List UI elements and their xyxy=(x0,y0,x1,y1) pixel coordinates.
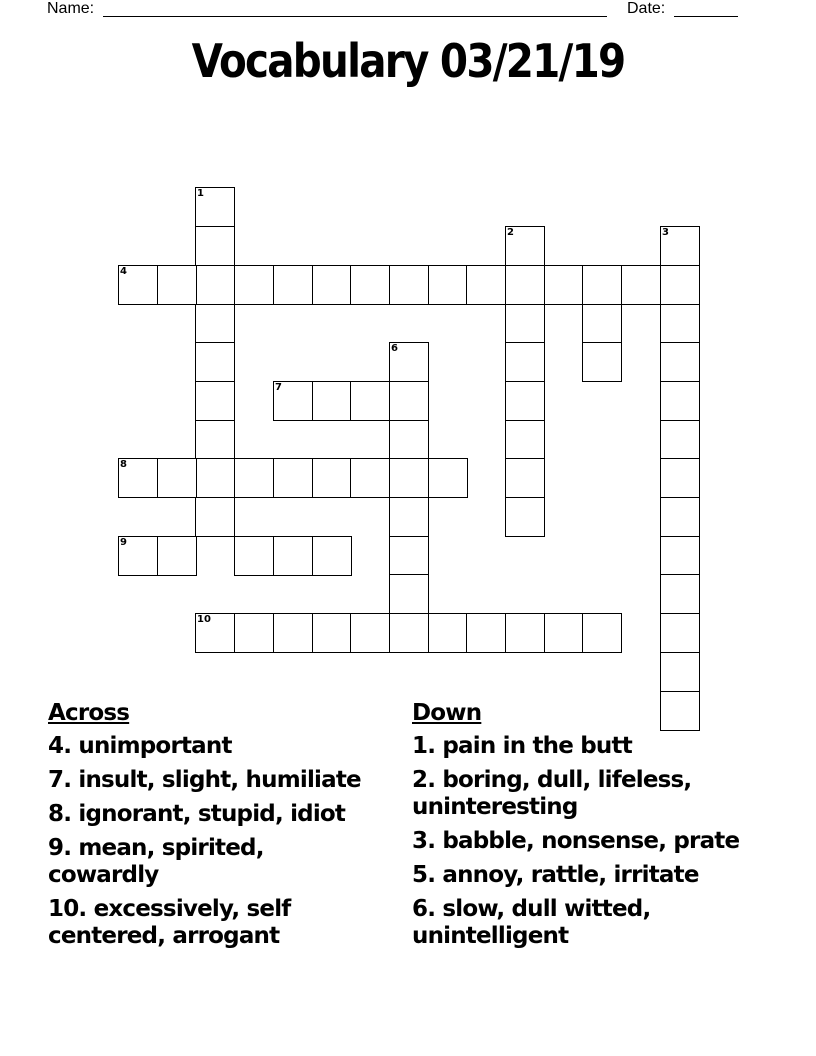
crossword-cell[interactable] xyxy=(157,265,197,305)
crossword-cell[interactable] xyxy=(273,536,313,576)
cell-number: 1 xyxy=(197,188,204,199)
crossword-cell[interactable] xyxy=(389,536,429,576)
crossword-cell[interactable] xyxy=(118,536,158,576)
crossword-cell[interactable] xyxy=(195,458,235,498)
crossword-cell[interactable] xyxy=(273,381,313,421)
crossword-cell[interactable] xyxy=(273,265,313,305)
clue-across-8 xyxy=(48,801,378,828)
cell-number: 9 xyxy=(120,537,127,548)
crossword-cell[interactable] xyxy=(195,613,235,653)
clue-down-1 xyxy=(412,733,742,760)
crossword-cell[interactable] xyxy=(466,265,506,305)
across-heading: Across xyxy=(48,700,130,726)
crossword-cell[interactable] xyxy=(312,613,352,653)
clue-text: slow, dull witted, unintelligent xyxy=(412,896,651,949)
crossword-cell[interactable] xyxy=(389,497,429,537)
crossword-cell[interactable] xyxy=(466,613,506,653)
crossword-cell[interactable] xyxy=(660,304,700,344)
crossword-cell[interactable] xyxy=(505,381,545,421)
clue-text: insult, slight, humiliate xyxy=(78,767,361,793)
clue-text: excessively, self centered, arrogant xyxy=(48,896,291,949)
crossword-cell[interactable] xyxy=(505,304,545,344)
crossword-cell[interactable] xyxy=(350,458,390,498)
clue-number: 1. xyxy=(412,733,436,759)
crossword-cell[interactable] xyxy=(544,265,584,305)
crossword-cell[interactable] xyxy=(505,226,545,266)
clue-text: ignorant, stupid, idiot xyxy=(78,801,346,827)
crossword-cell[interactable] xyxy=(660,652,700,692)
date-label: Date: xyxy=(627,0,666,17)
clue-text: pain in the butt xyxy=(442,733,632,759)
crossword-cell[interactable] xyxy=(389,574,429,614)
crossword-cell[interactable] xyxy=(234,536,274,576)
crossword-cell[interactable] xyxy=(312,381,352,421)
clue-text: boring, dull, lifeless, uninteresting xyxy=(412,767,692,820)
crossword-cell[interactable] xyxy=(389,613,429,653)
crossword-cell[interactable] xyxy=(195,187,235,227)
crossword-cell[interactable] xyxy=(273,613,313,653)
crossword-cell[interactable] xyxy=(582,342,622,382)
crossword-cell[interactable] xyxy=(660,574,700,614)
crossword-cell[interactable] xyxy=(118,265,158,305)
name-label: Name: xyxy=(47,0,95,17)
crossword-cell[interactable] xyxy=(195,342,235,382)
crossword-cell[interactable] xyxy=(234,265,274,305)
crossword-cell[interactable] xyxy=(157,536,197,576)
crossword-cell[interactable] xyxy=(389,420,429,460)
page-title: Vocabulary 03/21/19 xyxy=(191,34,625,88)
clue-number: 2. xyxy=(412,767,436,793)
crossword-cell[interactable] xyxy=(350,265,390,305)
clue-down-2 xyxy=(412,767,702,821)
crossword-cell[interactable] xyxy=(195,497,235,537)
clue-number: 8. xyxy=(48,801,72,827)
clue-across-4 xyxy=(48,733,378,760)
crossword-cell[interactable] xyxy=(505,458,545,498)
cell-number: 2 xyxy=(507,227,514,238)
crossword-cell[interactable] xyxy=(195,304,235,344)
crossword-cell[interactable] xyxy=(428,613,468,653)
crossword-cell[interactable] xyxy=(234,458,274,498)
crossword-cell[interactable] xyxy=(428,458,468,498)
crossword-cell[interactable] xyxy=(273,458,313,498)
crossword-cell[interactable] xyxy=(157,458,197,498)
clue-number: 3. xyxy=(412,828,436,854)
down-heading: Down xyxy=(412,700,482,726)
crossword-cell[interactable] xyxy=(505,497,545,537)
clue-text: unimportant xyxy=(78,733,232,759)
crossword-cell[interactable] xyxy=(544,613,584,653)
crossword-cell[interactable] xyxy=(350,613,390,653)
clue-number: 9. xyxy=(48,835,72,861)
crossword-cell[interactable] xyxy=(582,265,622,305)
clue-down-5 xyxy=(412,862,742,889)
crossword-cell[interactable] xyxy=(505,613,545,653)
crossword-cell[interactable] xyxy=(505,342,545,382)
clue-down-6 xyxy=(412,896,662,950)
crossword-cell[interactable] xyxy=(389,342,429,382)
crossword-cell[interactable] xyxy=(660,381,700,421)
crossword-cell[interactable] xyxy=(660,536,700,576)
crossword-cell[interactable] xyxy=(582,613,622,653)
crossword-cell[interactable] xyxy=(621,265,661,305)
clue-text: babble, nonsense, prate xyxy=(442,828,740,854)
crossword-cell[interactable] xyxy=(660,497,700,537)
crossword-cell[interactable] xyxy=(505,420,545,460)
clue-number: 4. xyxy=(48,733,72,759)
crossword-cell[interactable] xyxy=(234,613,274,653)
crossword-cell[interactable] xyxy=(660,265,700,305)
crossword-cell[interactable] xyxy=(428,265,468,305)
crossword-cell[interactable] xyxy=(350,381,390,421)
crossword-cell[interactable] xyxy=(195,265,235,305)
crossword-cell[interactable] xyxy=(312,536,352,576)
crossword-cell[interactable] xyxy=(118,458,158,498)
cell-number: 7 xyxy=(275,382,282,393)
clue-down-3 xyxy=(412,828,742,855)
crossword-cell[interactable] xyxy=(389,381,429,421)
crossword-cell[interactable] xyxy=(660,226,700,266)
down-clues xyxy=(412,700,742,957)
crossword-cell[interactable] xyxy=(312,265,352,305)
crossword-cell[interactable] xyxy=(195,420,235,460)
clue-number: 5. xyxy=(412,862,436,888)
clue-number: 10. xyxy=(48,896,87,922)
crossword-cell[interactable] xyxy=(660,420,700,460)
crossword-cell[interactable] xyxy=(195,381,235,421)
crossword-cell[interactable] xyxy=(195,226,235,266)
clue-text: mean, spirited, cowardly xyxy=(48,835,264,888)
crossword-cell[interactable] xyxy=(582,304,622,344)
crossword-cell[interactable] xyxy=(660,458,700,498)
cell-number: 3 xyxy=(662,227,669,238)
crossword-cell[interactable] xyxy=(660,342,700,382)
across-clues xyxy=(48,700,378,957)
crossword-cell[interactable] xyxy=(389,265,429,305)
cell-number: 10 xyxy=(197,614,211,625)
clue-number: 6. xyxy=(412,896,436,922)
clue-across-7 xyxy=(48,767,378,794)
clue-across-9 xyxy=(48,835,378,889)
clue-text: annoy, rattle, irritate xyxy=(442,862,699,888)
crossword-cell[interactable] xyxy=(389,458,429,498)
cell-number: 6 xyxy=(391,343,398,354)
crossword-cell[interactable] xyxy=(505,265,545,305)
clue-across-10 xyxy=(48,896,308,950)
cell-number: 8 xyxy=(120,459,127,470)
crossword-cell[interactable] xyxy=(660,613,700,653)
clue-number: 7. xyxy=(48,767,72,793)
crossword-cell[interactable] xyxy=(312,458,352,498)
cell-number: 4 xyxy=(120,266,127,277)
